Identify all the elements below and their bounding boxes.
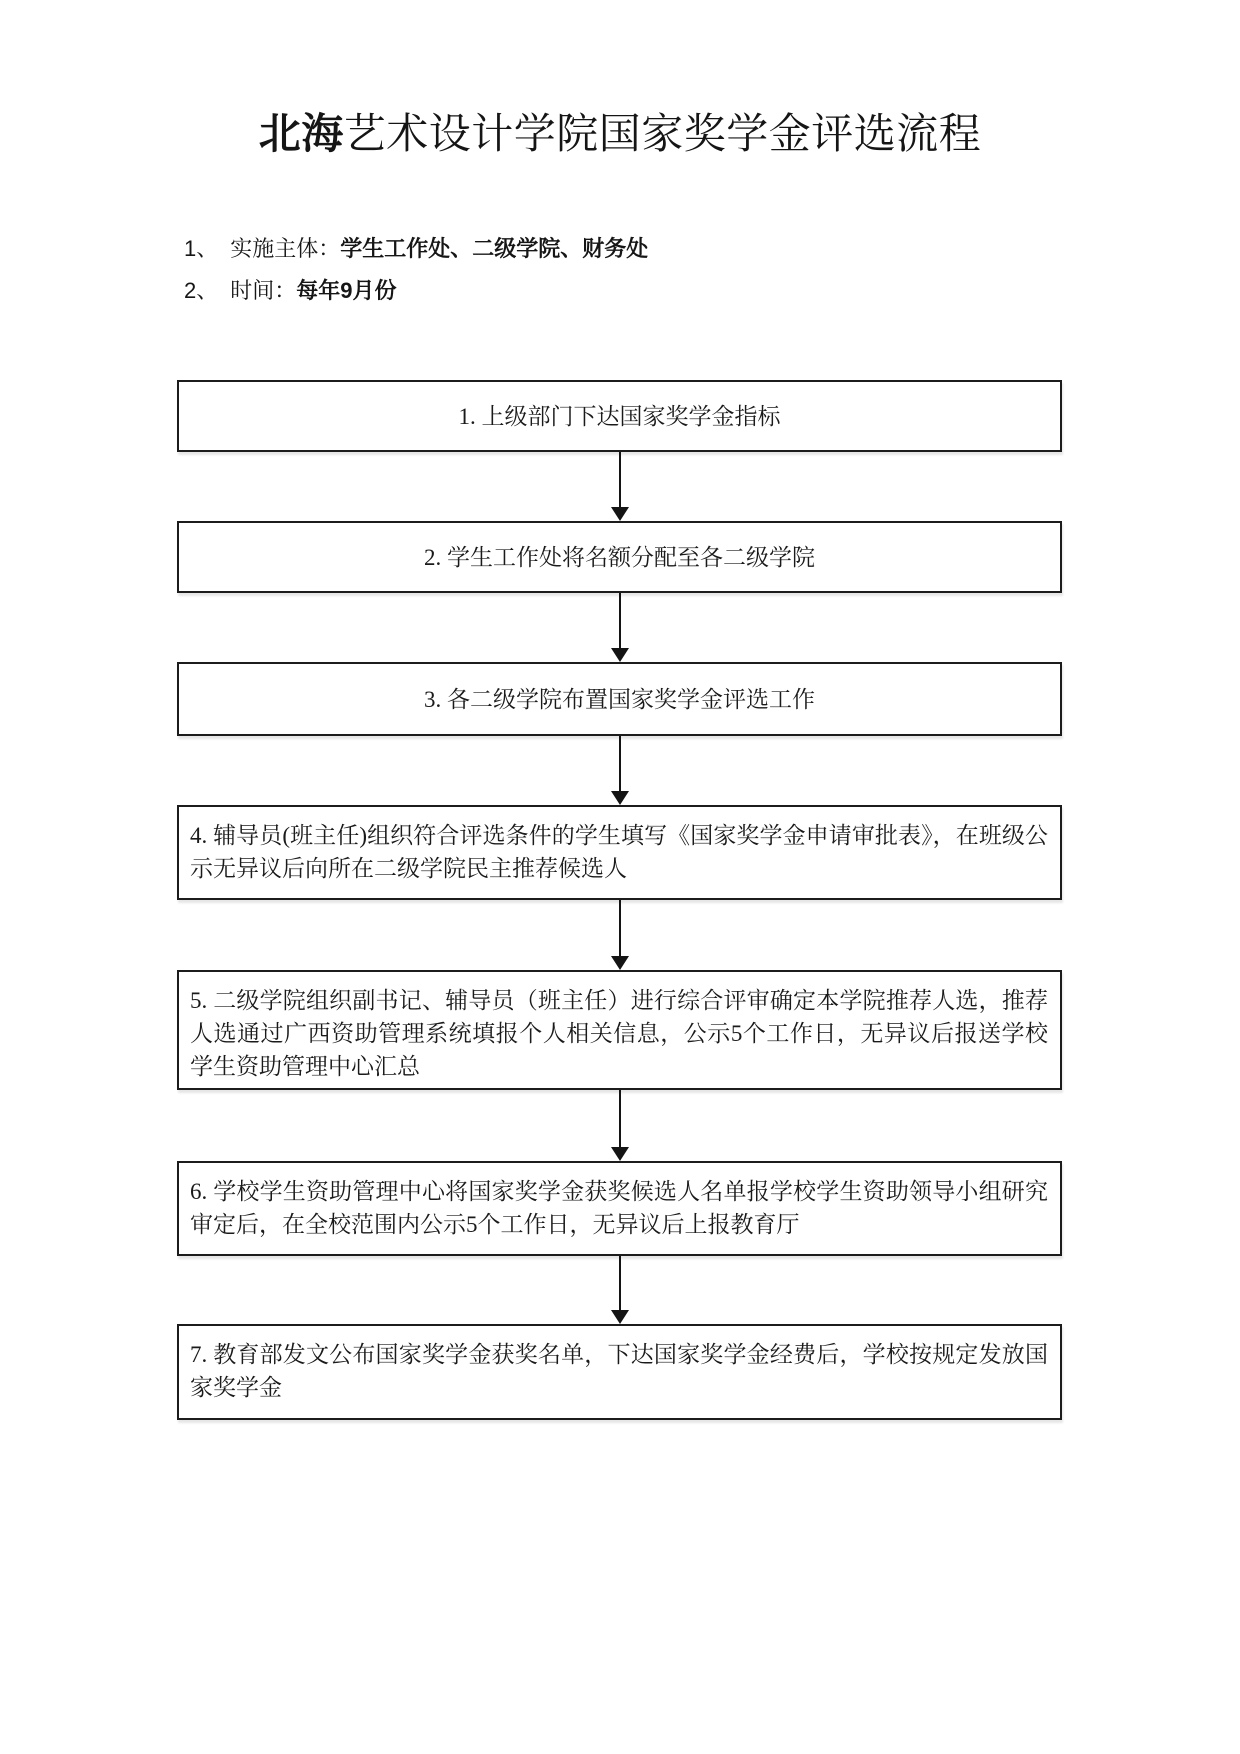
flow-step-2-text: 2. 学生工作处将名额分配至各二级学院 xyxy=(424,544,815,570)
flow-step-6 xyxy=(177,1161,1062,1256)
arrow-shaft xyxy=(619,900,622,957)
page-title-emphasis: 北海 xyxy=(258,110,344,157)
flow-arrow-4 xyxy=(611,900,629,970)
flow-step-6-text: 6. 学校学生资助管理中心将国家奖学金获奖候选人名单报学校学生资助领导小组研究审定后，在全校范围内公示5个工作日，无异议后上报教育厅 xyxy=(190,1179,1048,1237)
flow-arrow-6 xyxy=(611,1256,629,1324)
note-label: 时间： xyxy=(230,278,297,303)
arrow-shaft xyxy=(619,736,622,792)
flow-arrow-1 xyxy=(611,452,629,521)
flow-step-7-text: 7. 教育部发文公布国家奖学金获奖名单，下达国家奖学金经费后，学校按规定发放国家奖学金 xyxy=(190,1342,1048,1400)
arrow-down-icon xyxy=(611,648,629,662)
arrow-down-icon xyxy=(611,507,629,521)
page-title-rest: 艺术设计学院国家奖学金评选流程 xyxy=(343,110,982,157)
note-marker: 2、 xyxy=(184,278,219,303)
flow-step-3 xyxy=(177,662,1062,736)
flow-step-3-text: 3. 各二级学院布置国家奖学金评选工作 xyxy=(424,686,815,712)
arrow-shaft xyxy=(619,1090,622,1148)
arrow-down-icon xyxy=(611,1310,629,1324)
flow-arrow-3 xyxy=(611,736,629,805)
arrow-down-icon xyxy=(611,1147,629,1161)
flow-step-5 xyxy=(177,970,1062,1090)
flow-step-4 xyxy=(177,805,1062,900)
arrow-down-icon xyxy=(611,956,629,970)
flow-step-2 xyxy=(177,521,1062,593)
arrow-down-icon xyxy=(611,791,629,805)
page-title xyxy=(0,108,1240,160)
arrow-shaft xyxy=(619,1256,622,1311)
note-value: 学生工作处、二级学院、财务处 xyxy=(340,236,649,261)
flow-arrow-5 xyxy=(611,1090,629,1161)
note-implementing-body xyxy=(184,228,648,270)
flow-step-5-text: 5. 二级学院组织副书记、辅导员（班主任）进行综合评审确定本学院推荐人选，推荐人选通过广西资助管理系统填报个人相关信息，公示5个工作日，无异议后报送学校学生资助管理中心汇总 xyxy=(190,988,1048,1079)
note-label: 实施主体： xyxy=(230,236,341,261)
flow-step-1-text: 1. 上级部门下达国家奖学金指标 xyxy=(458,403,781,429)
arrow-shaft xyxy=(619,593,622,649)
flow-arrow-2 xyxy=(611,593,629,662)
arrow-shaft xyxy=(619,452,622,508)
note-value: 每年9月份 xyxy=(296,278,397,303)
intro-notes xyxy=(184,228,648,312)
flow-step-7 xyxy=(177,1324,1062,1420)
flow-step-1 xyxy=(177,380,1062,452)
note-marker: 1、 xyxy=(184,236,219,261)
note-time xyxy=(184,270,648,312)
flow-step-4-text: 4. 辅导员(班主任)组织符合评选条件的学生填写《国家奖学金申请审批表》，在班级公示无异议后向所在二级学院民主推荐候选人 xyxy=(190,823,1048,881)
